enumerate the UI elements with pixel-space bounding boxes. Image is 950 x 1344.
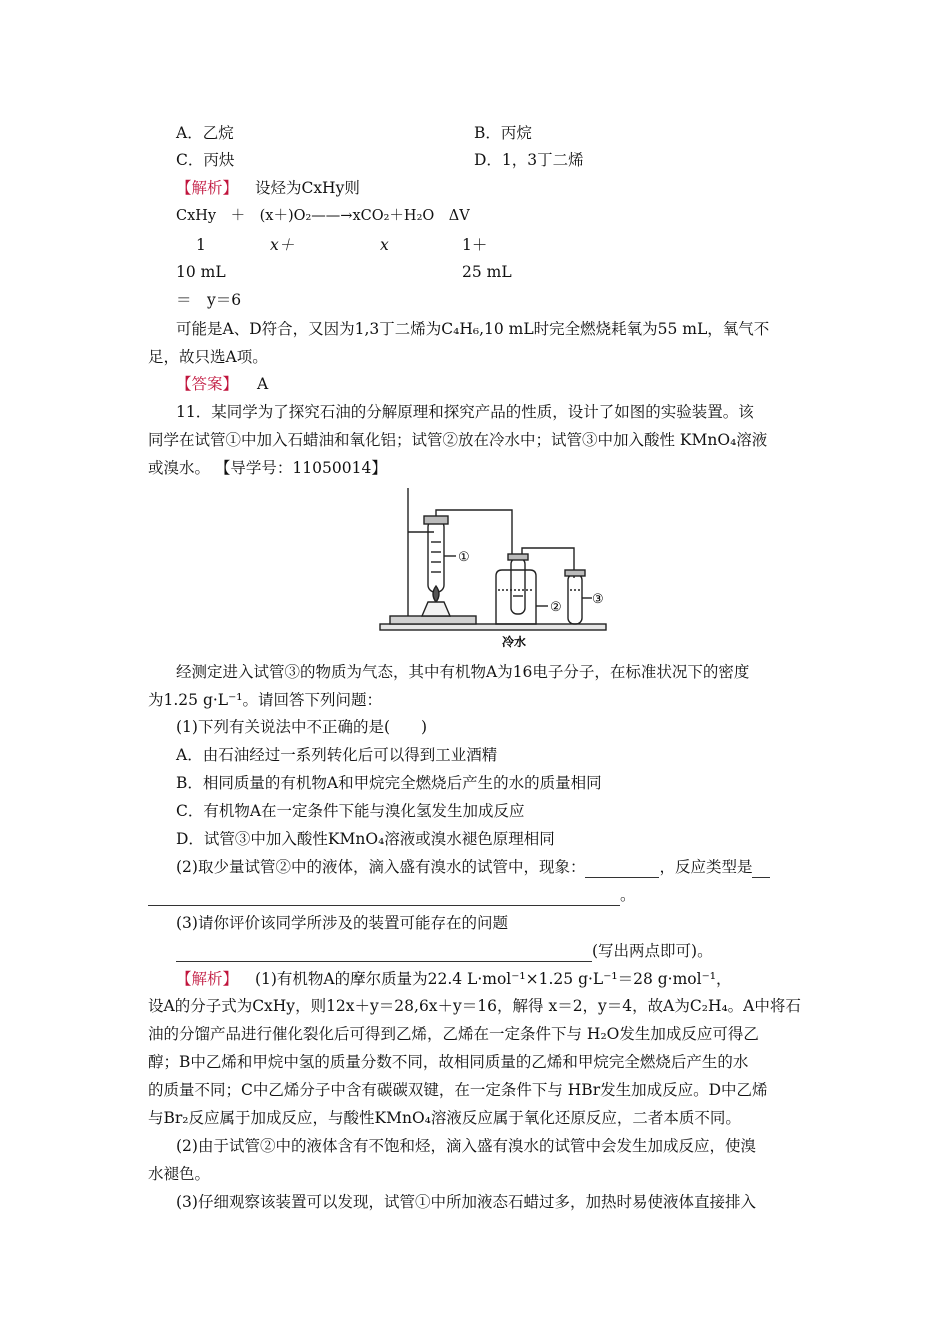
sub2-end: 。 — [620, 886, 636, 904]
option-a: A．乙烷 — [176, 124, 234, 142]
sub3-stem: (3)请你评价该同学所涉及的装置可能存在的问题 — [176, 914, 508, 932]
sub1-option-a: A．由石油经过一系列转化后可以得到工业酒精 — [176, 746, 498, 764]
ratio-row-1-a: 1 — [196, 236, 206, 254]
q11-stem-2: 同学在试管①中加入石蜡油和氧化铝；试管②放在冷水中；试管③中加入酸性 KMnO₄溶液 — [148, 431, 768, 449]
answer-value: A — [256, 375, 269, 393]
q11-stem-1: 11．某同学为了探究石油的分解原理和探究产品的性质，设计了如图的实验装置。该 — [176, 403, 754, 421]
figure-label-cold-water: 冷水 — [502, 635, 527, 649]
sub1-stem: (1)下列有关说法中不正确的是( ) — [176, 718, 428, 736]
q11-analysis-p2-1: (2)由于试管②中的液体含有不饱和烃，滴入盛有溴水的试管中会发生加成反应，使溴 — [176, 1137, 756, 1155]
analysis-intro: 设烃为CxHy则 — [254, 179, 360, 197]
sub3-blank[interactable] — [176, 945, 592, 962]
figure-label-tube3: ③ — [592, 592, 604, 607]
q11-analysis-p1-4: 醇；B中乙烯和甲烷中氢的质量分数不同，故相同质量的乙烯和甲烷完全燃烧后产生的水 — [148, 1053, 749, 1071]
reaction-equation: CxHy ＋ (x＋)O₂——→xCO₂＋H₂O ΔV — [176, 208, 470, 224]
ratio-row-2-a: 10 mL — [176, 263, 226, 281]
answer-block — [176, 373, 268, 395]
sub2-blank-type-start[interactable] — [752, 861, 770, 878]
ratio-result: ＝ y＝6 — [176, 291, 242, 309]
sub2-line-2 — [148, 884, 636, 906]
q11-analysis-p3-1: (3)仔细观察该装置可以发现，试管①中所加液态石蜡过多，加热时易使液体直接排入 — [176, 1193, 756, 1211]
sub1-option-c: C．有机物A在一定条件下能与溴化氢发生加成反应 — [176, 802, 525, 820]
sub1-option-b: B．相同质量的有机物A和甲烷完全燃烧后产生的水的质量相同 — [176, 774, 602, 792]
answer-tag: 【答案】 — [176, 375, 239, 393]
sub2-text-1: (2)取少量试管②中的液体，滴入盛有溴水的试管中，现象： — [176, 858, 586, 876]
analysis-block — [176, 177, 360, 199]
sub2-blank-phenomenon[interactable] — [585, 861, 659, 878]
sub3-note: (写出两点即可)。 — [592, 942, 713, 960]
ratio-row-1-d: 1＋ — [462, 236, 488, 254]
ratio-row-1-c: x — [380, 236, 389, 254]
sub2-blank-type[interactable] — [148, 889, 620, 906]
q11-analysis-p1-6: 与Br₂反应属于加成反应，与酸性KMnO₄溶液反应属于氧化还原反应，二者本质不同。 — [148, 1109, 741, 1127]
option-b: B．丙烷 — [474, 124, 532, 142]
q11-analysis-p1-1: (1)有机物A的摩尔质量为22.4 L·mol⁻¹×1.25 g·L⁻¹＝28 g·mol⁻¹， — [254, 970, 732, 988]
sub2-text-2: ，反应类型是 — [659, 858, 753, 876]
figure-label-tube2: ② — [550, 600, 562, 615]
sub3-line-2 — [176, 940, 713, 962]
q11-stem-3: 或溴水。 【导学号：11050014】 — [148, 459, 387, 477]
q11-analysis-p2-2: 水褪色。 — [148, 1165, 211, 1183]
analysis-conclusion-2: 足，故只选A项。 — [148, 348, 268, 366]
q11-info-2: 为1.25 g·L⁻¹。请回答下列问题： — [148, 691, 382, 709]
q11-analysis-p1-3: 油的分馏产品进行催化裂化后可得到乙烯，乙烯在一定条件下与 H₂O发生加成反应可得乙 — [148, 1025, 759, 1043]
q11-analysis-line-1 — [176, 968, 732, 990]
apparatus-figure — [378, 486, 610, 652]
ratio-row-1-b: x＋ — [270, 236, 295, 254]
analysis-tag: 【解析】 — [176, 179, 239, 197]
option-c: C．丙炔 — [176, 151, 235, 169]
q11-analysis-tag: 【解析】 — [176, 970, 239, 988]
figure-label-tube1: ① — [458, 550, 470, 565]
q11-analysis-p1-2: 设A的分子式为CxHy，则12x＋y＝28,6x＋y＝16，解得 x＝2，y＝4，故A为C₂H₄。A中将石 — [148, 997, 801, 1015]
sub2-line — [176, 856, 770, 878]
q11-info-1: 经测定进入试管③的物质为气态，其中有机物A为16电子分子，在标准状况下的密度 — [176, 663, 750, 681]
option-d: D．1，3丁二烯 — [474, 151, 584, 169]
analysis-conclusion-1: 可能是A、D符合，又因为1,3丁二烯为C₄H₆,10 mL时完全燃烧耗氧为55 mL，氧气不 — [176, 320, 770, 338]
q11-analysis-p1-5: 的质量不同；C中乙烯分子中含有碳碳双键，在一定条件下与 HBr发生加成反应。D中乙烯 — [148, 1081, 768, 1099]
sub1-option-d: D．试管③中加入酸性KMnO₄溶液或溴水褪色原理相同 — [176, 830, 555, 848]
ratio-row-2-d: 25 mL — [462, 263, 512, 281]
